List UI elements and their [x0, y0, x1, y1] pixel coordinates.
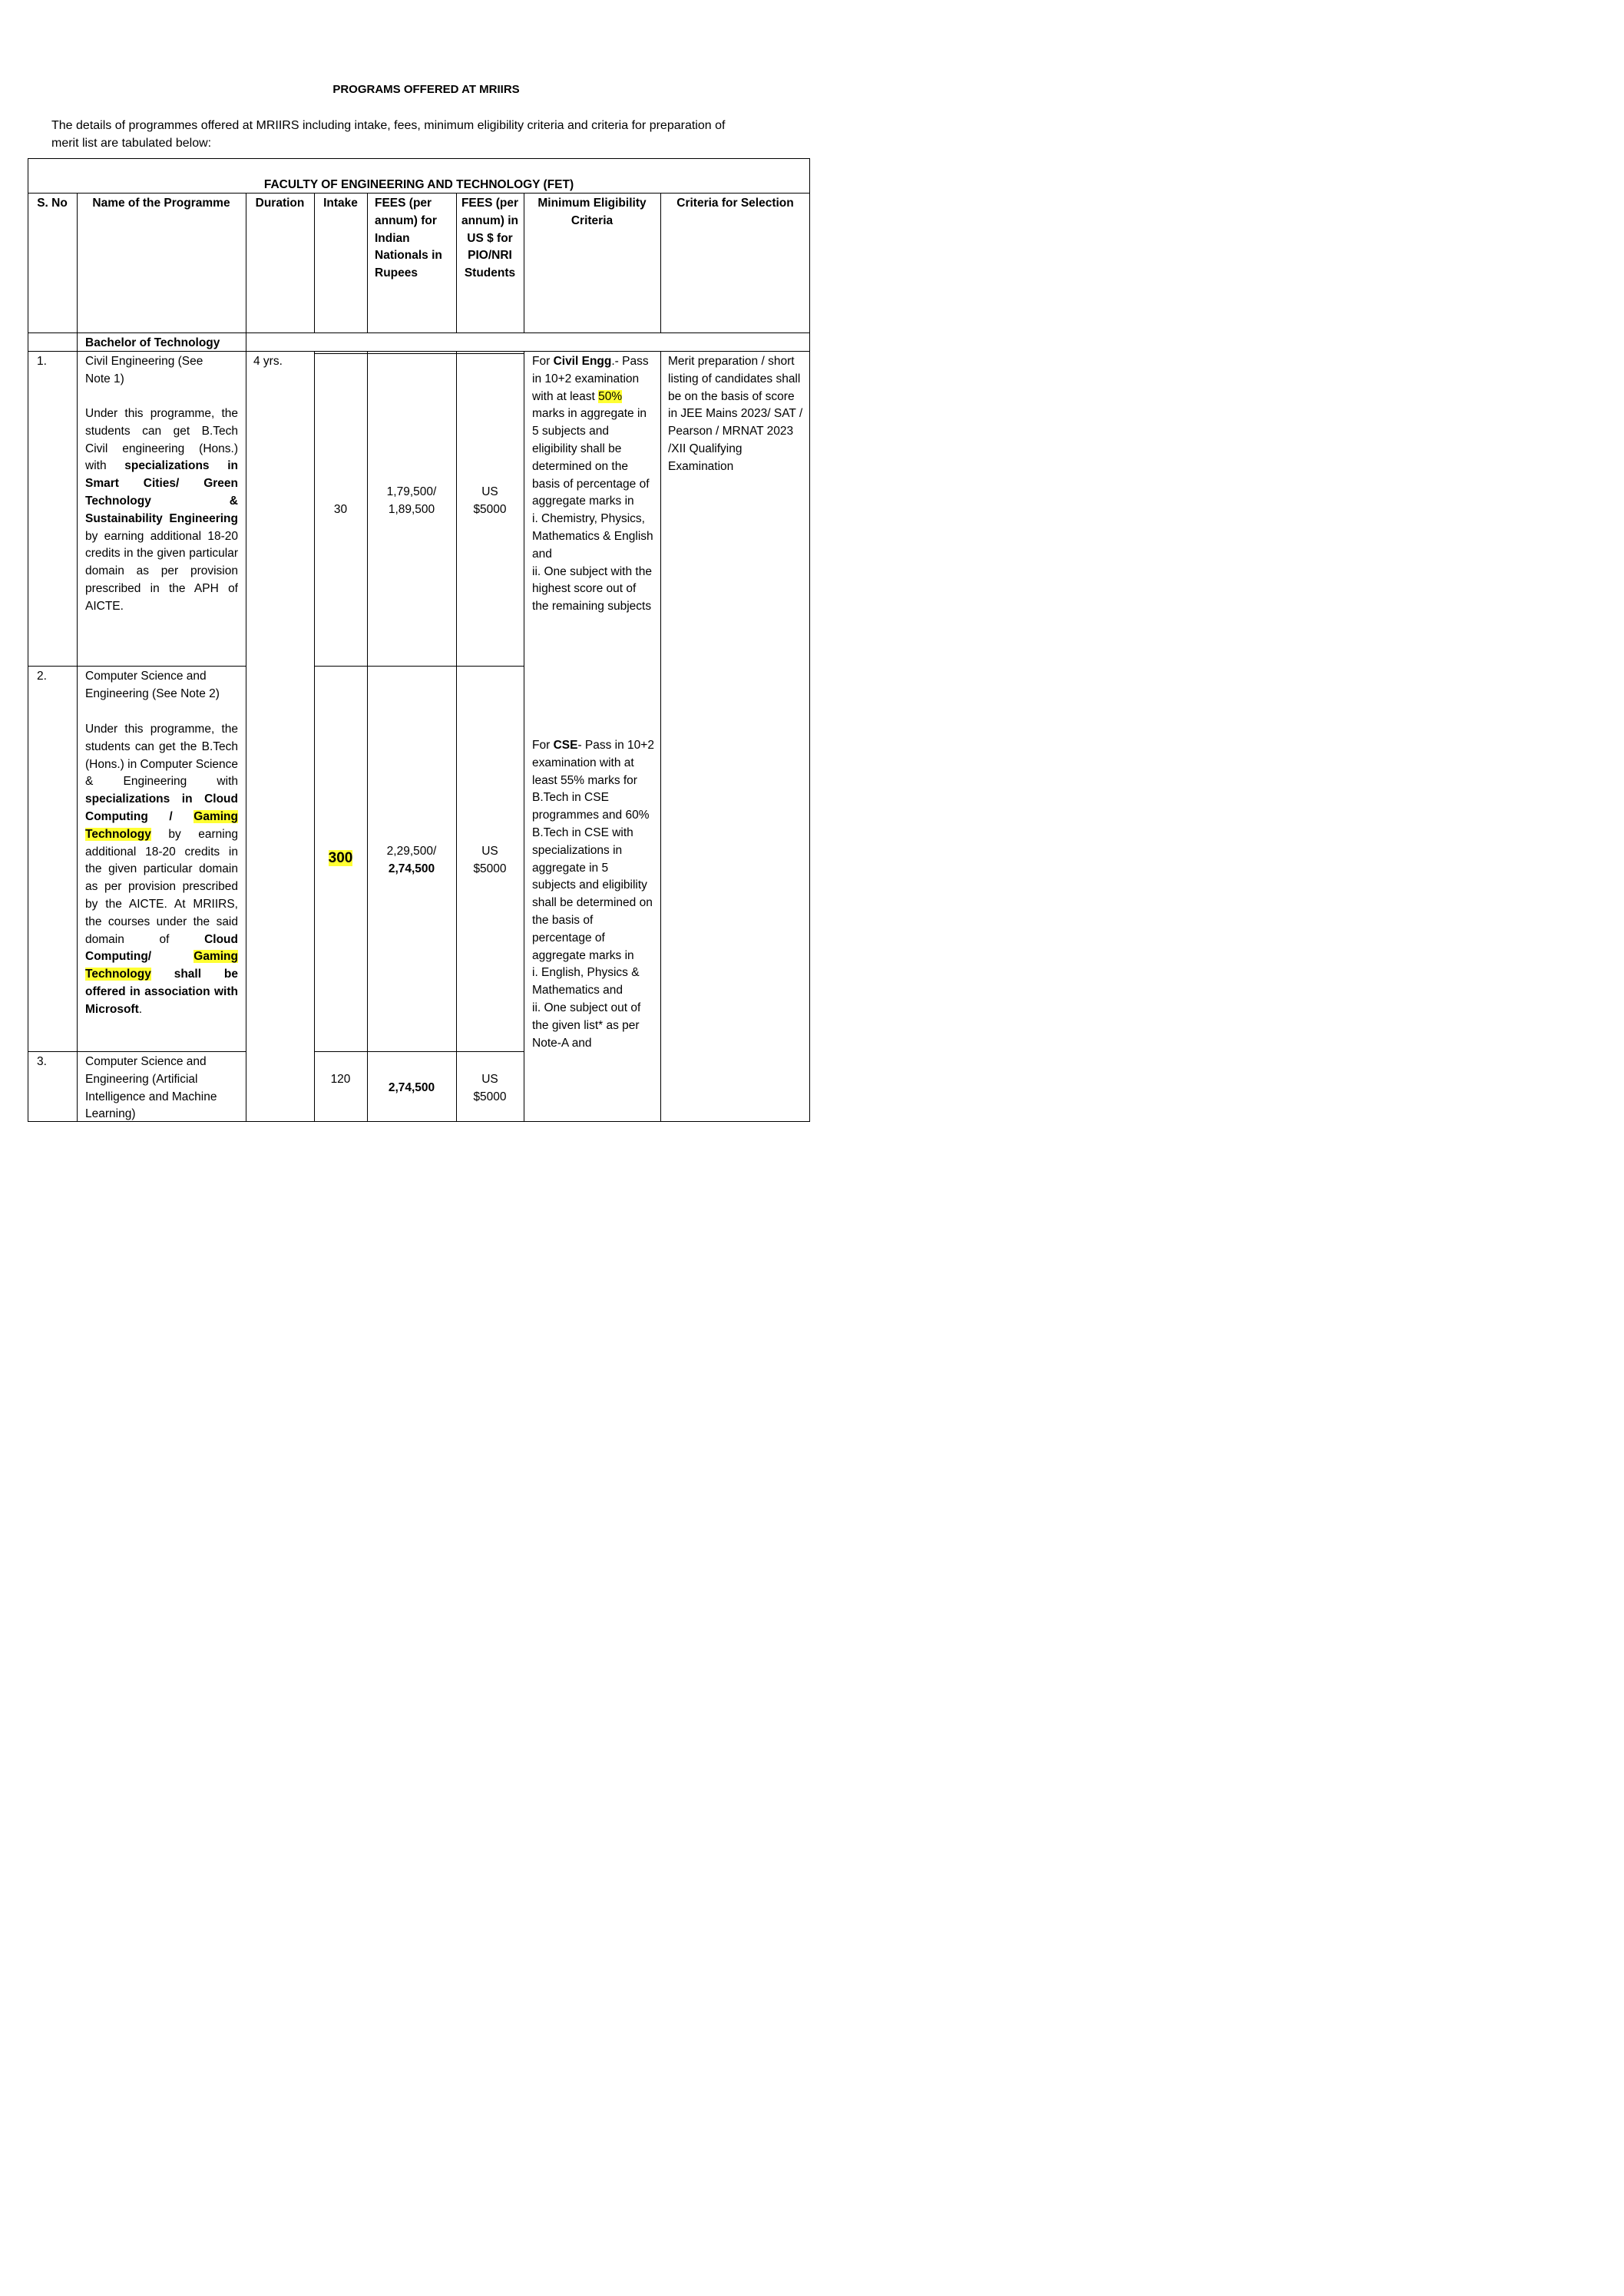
table-rule — [28, 1051, 246, 1052]
row-1-fees-inr: 1,79,500/ 1,89,500 — [386, 485, 437, 516]
table-rule — [660, 193, 661, 332]
row-3-sno: 3. — [37, 1055, 47, 1068]
header-duration: Duration — [255, 197, 305, 210]
section-label: Bachelor of Technology — [85, 336, 220, 349]
row-2-sno: 2. — [37, 670, 47, 683]
table-rule — [77, 193, 78, 1122]
faculty-heading: FACULTY OF ENGINEERING AND TECHNOLOGY (FET) — [263, 178, 574, 191]
row-1-intake: 30 — [333, 503, 348, 516]
header-eligibility: Minimum Eligibility Criteria — [537, 197, 647, 227]
row-1-description: Under this programme, the students can get B.Tech Civil engineering (Hons.) with specializations in Smart Cities/ Green Technology & Sustainability Engineering by earning additional 18-20 credits in the given particular domain as per provision prescribed in the APH of AICTE. — [85, 407, 238, 613]
selection-criteria: Merit preparation / short listing of candidates shall be on the basis of score in JEE Mains 2023/ SAT / Pearson / MRNAT 2023 /XII Qualifying Examination — [668, 355, 803, 473]
header-fees-inr: FEES (per annum) for Indian Nationals in Rupees — [375, 197, 442, 280]
table-rule — [367, 193, 368, 332]
row-1-fees-usd: US $5000 — [473, 485, 507, 516]
table-rule — [456, 193, 457, 332]
header-sno: S. No — [37, 197, 68, 210]
table-rule — [314, 1051, 524, 1052]
table-rule — [28, 332, 810, 333]
table-rule — [314, 666, 524, 667]
row-3-intake: 120 — [330, 1073, 351, 1086]
table-rule — [314, 193, 315, 332]
row-2-intake: 300 — [328, 850, 353, 866]
table-rule — [660, 351, 661, 1122]
duration-value: 4 yrs. — [253, 355, 283, 368]
header-programme-name: Name of the Programme — [92, 197, 230, 210]
row-3-fees-usd: US $5000 — [473, 1073, 507, 1103]
row-2-fees-inr: 2,29,500/ 2,74,500 — [386, 845, 437, 875]
row-2-fees-usd: US $5000 — [473, 845, 507, 875]
row-1-sno: 1. — [37, 355, 47, 368]
row-3-fees-inr: 2,74,500 — [388, 1081, 435, 1094]
row-3-name: Computer Science and Engineering (Artificial Intelligence and Machine Learning) — [85, 1055, 217, 1121]
row-2-name: Computer Science and Engineering (See Note 2) — [85, 670, 220, 700]
page-title: PROGRAMS OFFERED AT MRIIRS — [332, 83, 520, 96]
table-rule — [314, 351, 315, 1122]
row-1-name: Civil Engineering (See Note 1) — [85, 355, 203, 385]
table-rule — [314, 353, 524, 354]
eligibility-cse: For CSE- Pass in 10+2 examination with at least 55% marks for B.Tech in CSE programmes and 60% B.Tech in CSE with specializations in aggregate in 5 subjects and eligibility shall be determined on the basis of percentage of aggregate marks in i. English, Physics & Mathematics and ii. One subject out of the given list* as per Note-A and — [532, 739, 654, 1050]
header-selection: Criteria for Selection — [676, 197, 794, 210]
header-intake: Intake — [323, 197, 358, 210]
eligibility-civil: For Civil Engg.- Pass in 10+2 examination with at least 50% marks in aggregate in 5 subjects and eligibility shall be determined on the basis of percentage of aggregate marks in i. Chemistry, Physics, Mathematics & English and ii. One subject with the highest score out of the remaining subjects — [532, 355, 653, 614]
intro-paragraph: The details of programmes offered at MRIIRS including intake, fees, minimum eligibility criteria and criteria for preparation of merit list are tabulated below: — [51, 119, 726, 150]
table-rule — [367, 351, 368, 1122]
table-rule — [456, 351, 457, 1122]
header-fees-usd: FEES (per annum) in US $ for PIO/NRI Students — [461, 197, 519, 280]
table-rule — [28, 666, 246, 667]
row-2-description: Under this programme, the students can get the B.Tech (Hons.) in Computer Science & Engineering with specializations in Cloud Computing / Gaming Technology by earning additional 18-20 credits in the given particular domain as per provision prescribed by the AICTE. At MRIIRS, the courses under the said domain of Cloud Computing/ Gaming Technology shall be offered in association with Microsoft. — [85, 723, 238, 1016]
